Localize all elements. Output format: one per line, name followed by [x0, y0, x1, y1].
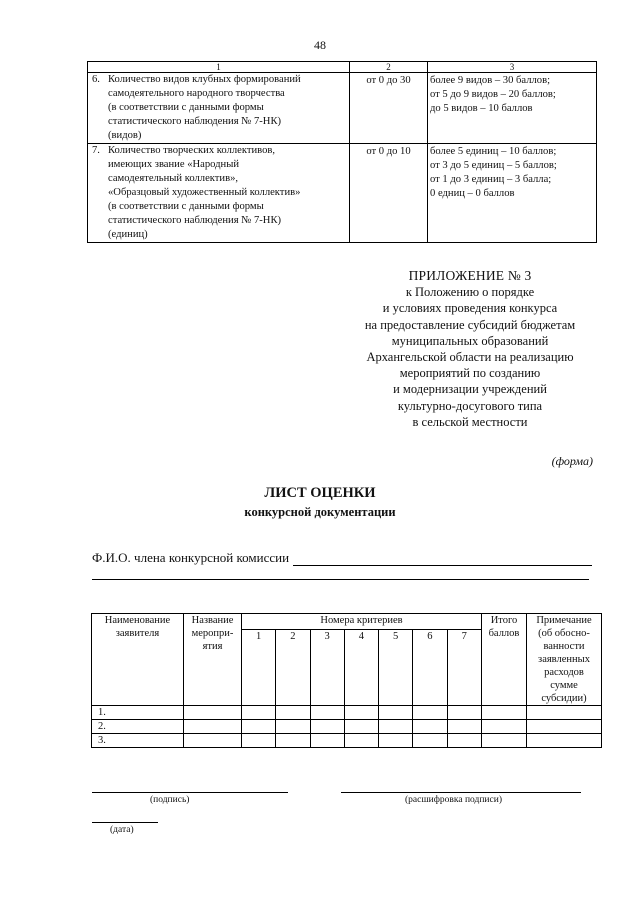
col-note-line: расходов [544, 667, 584, 678]
empty-cell[interactable] [447, 706, 482, 720]
empty-cell[interactable] [482, 734, 527, 748]
empty-cell[interactable] [276, 734, 310, 748]
appendix-line: на предоставление субсидий бюджетам [364, 317, 576, 332]
date-line[interactable] [92, 822, 158, 823]
empty-cell[interactable] [527, 720, 602, 734]
col-total-line: баллов [488, 628, 520, 639]
criterion-line: Количество творческих коллективов, [108, 145, 276, 156]
col-event-line: Название [191, 615, 234, 626]
criterion-line: (в соответствии с данными формы [108, 102, 264, 113]
empty-cell[interactable] [184, 706, 242, 720]
score-line: более 5 единиц – 10 баллов; [430, 146, 557, 157]
empty-cell[interactable] [276, 720, 310, 734]
col-event-header [184, 614, 242, 706]
criterion-number-header: 5 [379, 630, 413, 706]
criterion-number: 6. [92, 74, 100, 85]
header-cell-1: 1 [88, 62, 350, 73]
criterion-line: статистического наблюдения № 7-НК) [108, 215, 282, 226]
appendix-line: в сельской местности [412, 414, 528, 429]
empty-cell[interactable] [413, 734, 447, 748]
row-number: 3. [92, 734, 184, 748]
form-subtitle: конкурсной документации [244, 505, 396, 519]
table-row [88, 73, 597, 144]
criteria-table-header [88, 62, 597, 73]
criterion-line: (единиц) [108, 229, 148, 240]
col-total-line: Итого [490, 615, 518, 626]
empty-cell[interactable] [242, 734, 276, 748]
score-line: 0 едниц – 0 баллов [430, 188, 515, 199]
appendix-line: мероприятий по созданию [399, 366, 541, 381]
score-line: более 9 видов – 30 баллов; [430, 75, 551, 86]
page-number: 48 [314, 38, 326, 52]
empty-cell[interactable] [184, 720, 242, 734]
fio-input-line-2[interactable] [92, 579, 589, 580]
appendix-block [300, 268, 640, 430]
score-line: до 5 видов – 10 баллов [430, 103, 533, 114]
appendix-line: Архангельской области на реализацию [366, 350, 574, 365]
col-note-header [527, 614, 602, 706]
empty-cell[interactable] [276, 706, 310, 720]
table-row [92, 720, 602, 734]
criterion-number-header: 1 [242, 630, 276, 706]
col-note-line: ванности [543, 641, 585, 652]
empty-cell[interactable] [379, 706, 413, 720]
empty-cell[interactable] [447, 720, 482, 734]
col-note-line: Примечание [536, 615, 592, 626]
empty-cell[interactable] [310, 734, 344, 748]
score-line: от 1 до 3 единиц – 3 балла; [430, 174, 552, 185]
criterion-line: «Образцовый художественный коллектив» [108, 187, 301, 198]
criterion-line: статистического наблюдения № 7-НК) [108, 116, 282, 127]
empty-cell[interactable] [447, 734, 482, 748]
criterion-number-header: 3 [310, 630, 344, 706]
col-total-header [482, 614, 527, 706]
appendix-line: и модернизации учреждений [393, 382, 547, 397]
decryption-line[interactable] [341, 792, 581, 793]
row-number: 2. [92, 720, 184, 734]
fio-row [92, 550, 592, 566]
criterion-number-header: 2 [276, 630, 310, 706]
appendix-line: и условиях проведения конкурса [382, 301, 558, 316]
range-cell: от 0 до 10 [350, 144, 428, 243]
criterion-cell [88, 73, 350, 144]
fio-label: Ф.И.О. члена конкурсной комиссии [92, 550, 290, 565]
score-line: от 3 до 5 единиц – 5 баллов; [430, 160, 557, 171]
range-cell: от 0 до 30 [350, 73, 428, 144]
criterion-line: имеющих звание «Народный [108, 159, 239, 170]
empty-cell[interactable] [310, 720, 344, 734]
scores-cell [428, 73, 597, 144]
row-number: 1. [92, 706, 184, 720]
empty-cell[interactable] [242, 720, 276, 734]
fio-input-line[interactable] [293, 553, 592, 566]
criterion-number-header: 7 [447, 630, 482, 706]
header-cell-3: 3 [428, 62, 597, 73]
appendix-line: к Положению о порядке [405, 285, 535, 300]
table-row [92, 706, 602, 720]
col-note-line: сумме [550, 680, 578, 691]
empty-cell[interactable] [310, 706, 344, 720]
empty-cell[interactable] [344, 734, 378, 748]
header-cell-2: 2 [350, 62, 428, 73]
appendix-line: муниципальных образований [391, 333, 549, 348]
signature-label: (подпись) [150, 795, 190, 805]
criterion-cell [88, 144, 350, 243]
appendix-line: культурно-досугового типа [397, 398, 543, 413]
empty-cell[interactable] [527, 706, 602, 720]
empty-cell[interactable] [482, 720, 527, 734]
criteria-table [87, 61, 597, 243]
criterion-line: самодеятельный коллектив», [108, 173, 239, 184]
empty-cell[interactable] [242, 706, 276, 720]
criterion-number-header: 4 [344, 630, 378, 706]
empty-cell[interactable] [184, 734, 242, 748]
scores-cell [428, 144, 597, 243]
appendix-title: ПРИЛОЖЕНИЕ № 3 [408, 268, 532, 283]
evaluation-table [91, 613, 602, 748]
col-event-line: ятия [202, 641, 223, 652]
table-row [88, 144, 597, 243]
criterion-line: (в соответствии с данными формы [108, 201, 264, 212]
col-event-line: меропри- [191, 628, 234, 639]
col-note-line: (об обосно- [538, 628, 590, 639]
signature-line[interactable] [92, 792, 288, 793]
form-title: ЛИСТ ОЦЕНКИ [264, 485, 376, 501]
criterion-line: самодеятельного народного творчества [108, 88, 285, 99]
criterion-number: 7. [92, 145, 100, 156]
col-criteria-header: Номера критериев [242, 614, 482, 630]
table-row [92, 734, 602, 748]
score-line: от 5 до 9 видов – 20 баллов; [430, 89, 556, 100]
criterion-line: (видов) [108, 130, 142, 141]
empty-cell[interactable] [344, 720, 378, 734]
empty-cell[interactable] [527, 734, 602, 748]
decryption-label: (расшифровка подписи) [405, 795, 502, 805]
empty-cell[interactable] [413, 720, 447, 734]
date-label: (дата) [110, 825, 134, 835]
empty-cell[interactable] [379, 720, 413, 734]
empty-cell[interactable] [413, 706, 447, 720]
col-note-line: заявленных [538, 654, 590, 665]
empty-cell[interactable] [344, 706, 378, 720]
col-applicant-header: Наименование заявителя [92, 614, 184, 706]
empty-cell[interactable] [482, 706, 527, 720]
criterion-number-header: 6 [413, 630, 447, 706]
empty-cell[interactable] [379, 734, 413, 748]
criterion-line: Количество видов клубных формирований [108, 74, 301, 85]
form-note: (форма) [551, 454, 593, 468]
col-note-line: субсидии) [541, 693, 587, 704]
